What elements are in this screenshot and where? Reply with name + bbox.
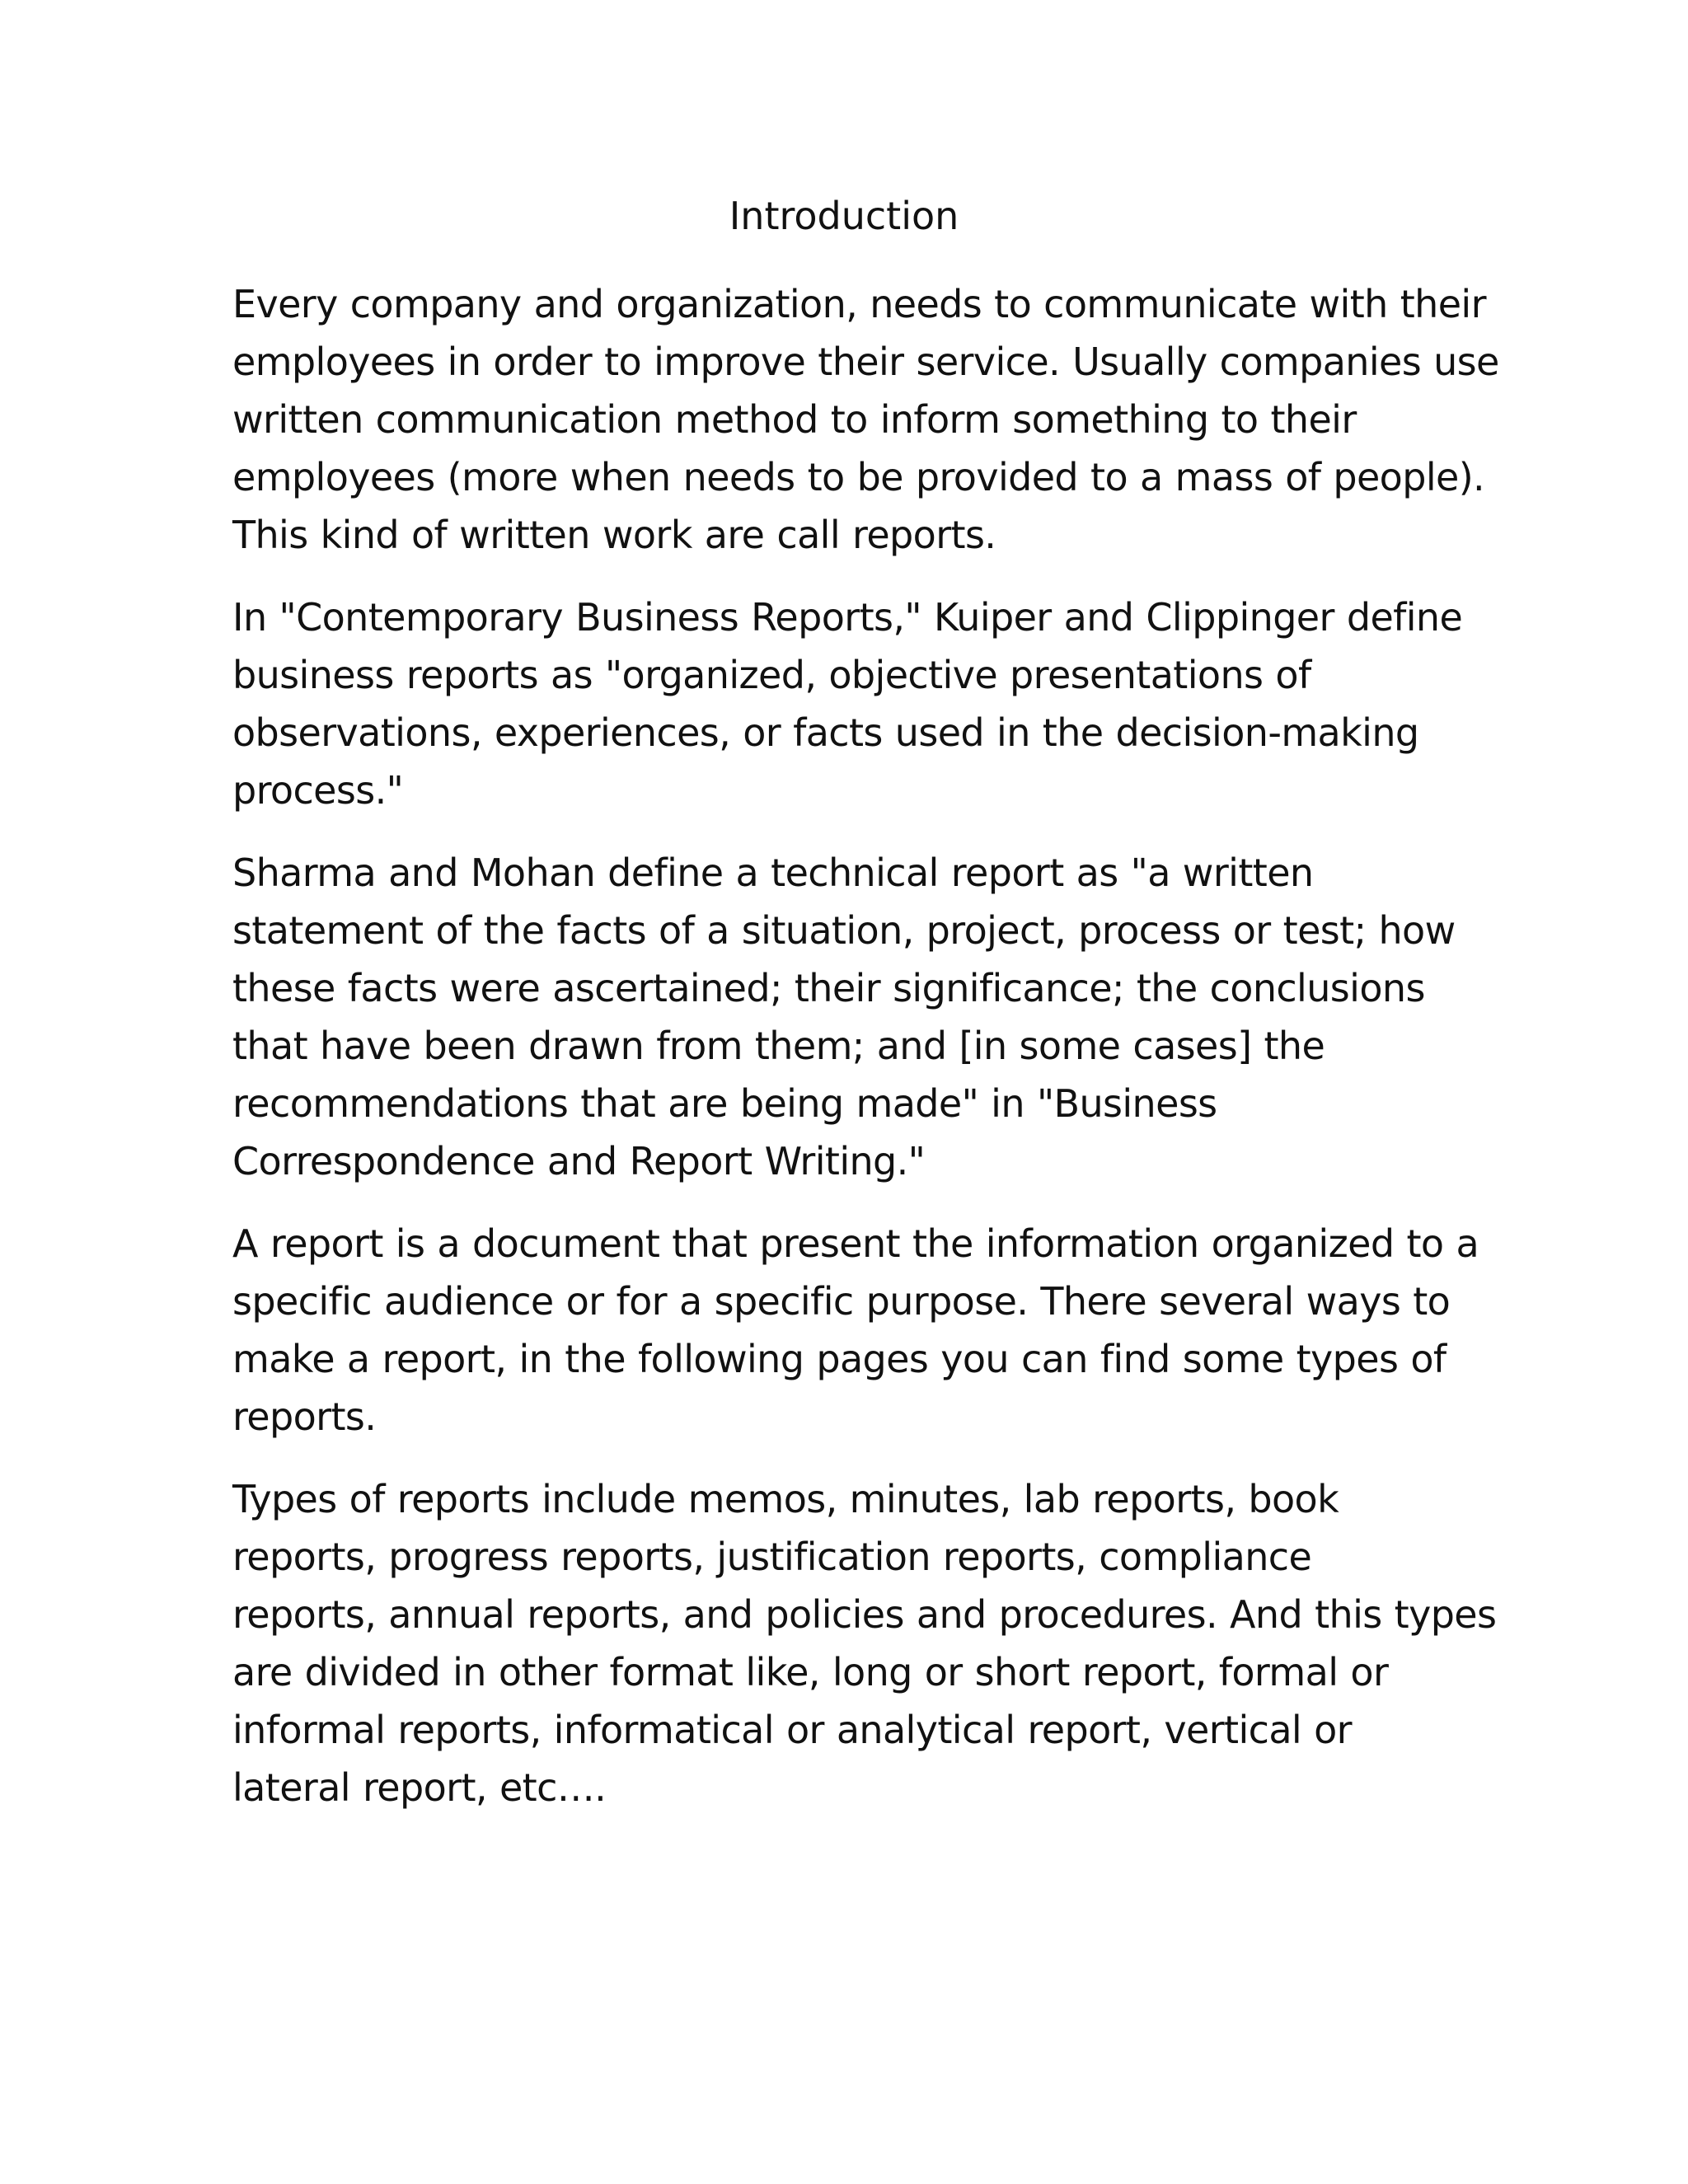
text-line: reports. [232,1394,377,1439]
text-line: these facts were ascertained; their significance; the conclusions [232,966,1425,1010]
text-line: A report is a document that present the information organized to a [232,1221,1479,1266]
text-line: Correspondence and Report Writing." [232,1139,926,1183]
text-line: informal reports, informatical or analytical report, vertical or [232,1708,1352,1752]
text-line: employees (more when needs to be provided to a mass of people). [232,455,1485,499]
page-title: Introduction [729,194,959,238]
text-line: business reports as "organized, objective presentations of [232,653,1311,697]
text-line: make a report, in the following pages you can find some types of [232,1337,1447,1381]
text-line: process." [232,768,404,813]
text-line: observations, experiences, or facts used in the decision-making [232,710,1419,755]
text-line: statement of the facts of a situation, project, process or test; how [232,908,1456,953]
text-line: written communication method to inform something to their [232,397,1357,442]
text-line: employees in order to improve their service. Usually companies use [232,340,1499,384]
text-line: specific audience or for a specific purpose. There several ways to [232,1279,1451,1324]
body-text [232,275,1499,1841]
text-line: Sharma and Mohan define a technical report as "a written [232,851,1314,895]
text-line: Every company and organization, needs to communicate with their [232,282,1486,326]
text-line: lateral report, etc…. [232,1765,607,1810]
paragraph-5 [232,1470,1497,1816]
text-line: are divided in other format like, long or short report, formal or [232,1650,1389,1694]
text-line: In "Contemporary Business Reports," Kuiper and Clippinger define [232,595,1463,640]
text-line: Types of reports include memos, minutes, lab reports, book [232,1477,1339,1521]
text-line: reports, annual reports, and policies and procedures. And this types [232,1592,1497,1637]
text-line: This kind of written work are call reports. [232,513,996,557]
text-line: recommendations that are being made" in "Business [232,1081,1217,1126]
paragraph-3 [232,844,1485,1190]
text-line: reports, progress reports, justification reports, compliance [232,1535,1312,1579]
text-line: that have been drawn from them; and [in some cases] the [232,1024,1325,1068]
paragraph-2 [232,588,1485,819]
paragraph-1 [232,275,1499,564]
paragraph-4 [232,1215,1485,1446]
